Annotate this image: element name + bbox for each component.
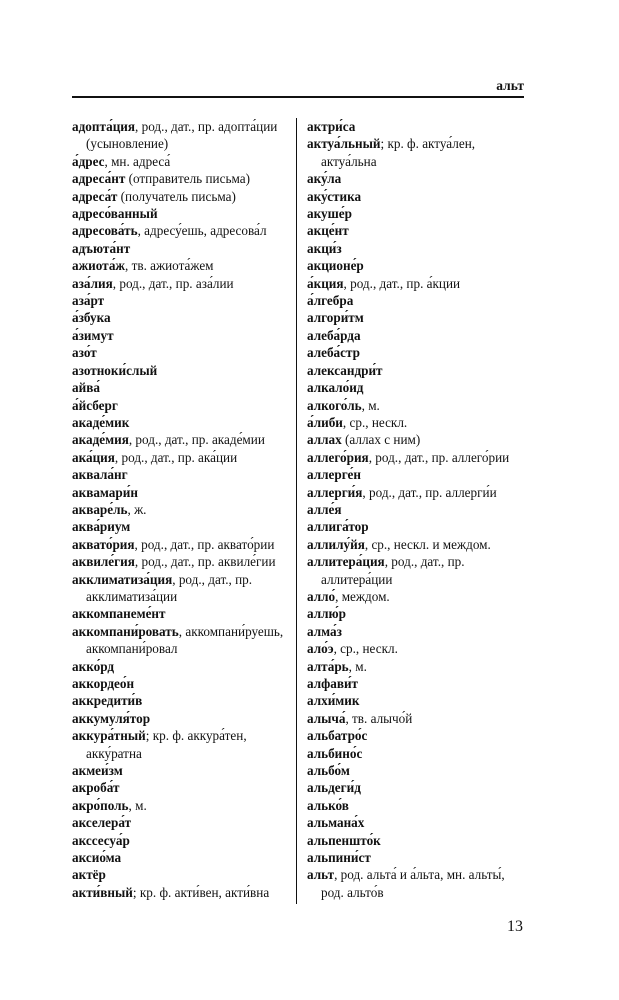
- dictionary-entry: [307, 327, 529, 344]
- dictionary-entry: [307, 170, 529, 187]
- entry-headword: аллерги́я: [307, 484, 363, 500]
- dictionary-entry: [307, 501, 529, 518]
- entry-headword: алло́: [307, 588, 336, 604]
- dictionary-entry: [72, 710, 294, 727]
- dictionary-entry: [72, 762, 294, 779]
- entry-headword: а́йсберг: [72, 397, 118, 413]
- entry-grammar: , междом.: [335, 588, 390, 604]
- dictionary-entry: [72, 292, 294, 309]
- dictionary-entry: [307, 309, 529, 326]
- dictionary-entry: [72, 205, 294, 222]
- entry-headword: альбо́м: [307, 763, 350, 779]
- entry-headword: альбино́с: [307, 745, 363, 761]
- entry-grammar: , род. альта́ и а́льта, мн. альты́, род. альто́в: [321, 867, 505, 900]
- entry-headword: акци́з: [307, 240, 342, 256]
- entry-headword: альт: [307, 867, 335, 883]
- entry-headword: акти́вный: [72, 884, 133, 900]
- entry-headword: адреса́нт: [72, 171, 126, 187]
- dictionary-entry: [307, 866, 529, 901]
- entry-headword: альмана́х: [307, 815, 365, 831]
- dictionary-entry: [72, 397, 294, 414]
- entry-grammar: , ср., нескл.: [342, 414, 408, 430]
- entry-grammar: , м.: [361, 397, 380, 413]
- dictionary-entry: [72, 849, 294, 866]
- dictionary-entry: [72, 553, 294, 570]
- dictionary-entry: [72, 240, 294, 257]
- dictionary-entry: [72, 675, 294, 692]
- column-divider: [296, 118, 297, 904]
- dictionary-entry: [72, 275, 294, 292]
- entry-headword: акмеи́зм: [72, 763, 123, 779]
- dictionary-entry: [72, 536, 294, 553]
- entry-headword: адъюта́нт: [72, 240, 131, 256]
- entry-headword: ало́э: [307, 641, 334, 657]
- dictionary-entry: [307, 797, 529, 814]
- entry-headword: аллерге́н: [307, 467, 361, 483]
- entry-headword: аккура́тный: [72, 728, 146, 744]
- entry-grammar: , род., дат., пр. аллего́рии: [368, 449, 510, 465]
- left-column: [72, 118, 294, 901]
- dictionary-entry: [72, 832, 294, 849]
- dictionary-entry: [307, 449, 529, 466]
- entry-grammar: (отправитель письма): [125, 171, 250, 187]
- entry-grammar: , м.: [348, 658, 367, 674]
- entry-headword: алеба́стр: [307, 345, 360, 361]
- dictionary-entry: [307, 275, 529, 292]
- dictionary-entry: [307, 745, 529, 762]
- entry-grammar: , род., дат., пр. акклиматиза́ции: [86, 571, 253, 604]
- entry-headword: алле́я: [307, 501, 342, 517]
- entry-headword: акссесуа́р: [72, 832, 130, 848]
- dictionary-entry: [72, 884, 294, 901]
- entry-headword: аквала́нг: [72, 467, 128, 483]
- dictionary-entry: [72, 362, 294, 379]
- entry-headword: адопта́ция: [72, 119, 136, 134]
- entry-headword: акваре́ль: [72, 501, 128, 517]
- entry-headword: адреса́т: [72, 188, 118, 204]
- entry-grammar: , род., дат., пр. акаде́мии: [128, 432, 265, 448]
- entry-headword: акселера́т: [72, 815, 132, 831]
- dictionary-entry: [307, 710, 529, 727]
- entry-headword: алкого́ль: [307, 397, 362, 413]
- dictionary-entry: [72, 309, 294, 326]
- dictionary-entry: [72, 484, 294, 501]
- dictionary-entry: [307, 536, 529, 553]
- dictionary-entry: [72, 501, 294, 518]
- entry-grammar: , аккомпани́руешь, аккомпани́ровал: [86, 623, 284, 657]
- entry-grammar: , род., дат., пр. адопта́ции (усыновление): [86, 119, 278, 152]
- entry-headword: ажиота́ж: [72, 258, 125, 274]
- dictionary-entry: [72, 658, 294, 675]
- dictionary-entry: [307, 762, 529, 779]
- dictionary-entry: [307, 640, 529, 657]
- entry-grammar: ; кр. ф. акти́вен, акти́вна: [132, 884, 270, 900]
- dictionary-entry: [72, 692, 294, 709]
- header-rule: [72, 96, 524, 98]
- dictionary-entry: [307, 605, 529, 622]
- entry-headword: актуа́льный: [307, 136, 381, 152]
- entry-grammar: , род., дат., пр. аквиле́гии: [134, 554, 276, 570]
- entry-grammar: , адресу́ешь, адресова́л: [137, 223, 267, 239]
- entry-headword: акклиматиза́ция: [72, 571, 173, 587]
- entry-headword: аллего́рия: [307, 449, 369, 465]
- dictionary-entry: [307, 832, 529, 849]
- entry-grammar: , род., дат., пр. а́кции: [343, 275, 461, 291]
- entry-grammar: (получатель письма): [117, 188, 236, 204]
- entry-headword: акуше́р: [307, 206, 352, 222]
- dictionary-entry: [307, 727, 529, 744]
- entry-headword: акце́нт: [307, 223, 349, 239]
- dictionary-entry: [307, 553, 529, 588]
- entry-headword: ака́ция: [72, 449, 115, 465]
- dictionary-entry: [307, 431, 529, 448]
- entry-grammar: ; кр. ф. актуа́лен, актуа́льна: [321, 136, 476, 169]
- page-number: 13: [507, 918, 523, 935]
- dictionary-entry: [307, 135, 529, 170]
- entry-headword: алько́в: [307, 797, 349, 813]
- entry-grammar: , род., дат., пр. аллитера́ции: [321, 554, 465, 587]
- entry-headword: актри́са: [307, 119, 356, 134]
- dictionary-entry: [72, 431, 294, 448]
- dictionary-entry: [72, 571, 294, 606]
- entry-headword: аза́лия: [72, 275, 113, 291]
- dictionary-entry: [307, 257, 529, 274]
- entry-headword: айва́: [72, 380, 100, 396]
- entry-grammar: , род., дат., пр. аллерги́и: [362, 484, 497, 500]
- dictionary-entry: [72, 727, 294, 762]
- dictionary-entry: [307, 518, 529, 535]
- dictionary-entry: [72, 327, 294, 344]
- entry-headword: аллига́тор: [307, 519, 369, 535]
- dictionary-entry: [307, 397, 529, 414]
- entry-headword: аза́рт: [72, 293, 105, 309]
- entry-headword: алта́рь: [307, 658, 349, 674]
- dictionary-entry: [307, 222, 529, 239]
- entry-headword: аккумуля́тор: [72, 710, 151, 726]
- dictionary-entry: [307, 588, 529, 605]
- entry-headword: алкало́ид: [307, 380, 364, 396]
- dictionary-entry: [72, 344, 294, 361]
- entry-headword: азо́т: [72, 345, 97, 361]
- entry-headword: аквиле́гия: [72, 554, 135, 570]
- entry-headword: аксио́ма: [72, 850, 122, 866]
- dictionary-entry: [72, 257, 294, 274]
- entry-headword: акаде́мик: [72, 414, 130, 430]
- entry-headword: аку́стика: [307, 188, 362, 204]
- entry-headword: акко́рд: [72, 658, 115, 674]
- dictionary-entry: [72, 605, 294, 622]
- entry-grammar: , ср., нескл. и междом.: [364, 536, 491, 552]
- entry-headword: аква́риум: [72, 519, 131, 535]
- dictionary-entry: [72, 153, 294, 170]
- entry-headword: аквато́рия: [72, 536, 135, 552]
- entry-headword: а́лгебра: [307, 293, 354, 309]
- entry-headword: адресо́ванный: [72, 206, 158, 222]
- entry-grammar: , тв. алычо́й: [345, 710, 413, 726]
- dictionary-entry: [72, 797, 294, 814]
- entry-grammar: , тв. ажиота́жем: [124, 258, 214, 274]
- entry-headword: аккомпанеме́нт: [72, 606, 166, 622]
- dictionary-entry: [307, 849, 529, 866]
- entry-headword: аккредити́в: [72, 693, 143, 709]
- dictionary-entry: [307, 344, 529, 361]
- dictionary-entry: [72, 222, 294, 239]
- dictionary-entry: [307, 658, 529, 675]
- dictionary-entry: [307, 379, 529, 396]
- entry-headword: алыча́: [307, 710, 346, 726]
- entry-headword: акро́поль: [72, 797, 129, 813]
- entry-headword: аллитера́ция: [307, 554, 385, 570]
- dictionary-entry: [307, 814, 529, 831]
- entry-headword: аллилу́йя: [307, 536, 365, 552]
- dictionary-entry: [307, 205, 529, 222]
- dictionary-entry: [307, 623, 529, 640]
- dictionary-entry: [72, 449, 294, 466]
- entry-headword: аллю́р: [307, 606, 346, 622]
- dictionary-entry: [72, 814, 294, 831]
- entry-headword: а́дрес: [72, 153, 105, 169]
- entry-headword: аккомпани́ровать: [72, 623, 179, 639]
- entry-headword: альбатро́с: [307, 728, 368, 744]
- dictionary-entry: [307, 292, 529, 309]
- entry-grammar: ; кр. ф. аккура́тен, акку́ратна: [86, 728, 247, 761]
- entry-headword: алфави́т: [307, 676, 359, 691]
- entry-headword: альдеги́д: [307, 780, 361, 796]
- entry-headword: а́зимут: [72, 327, 114, 343]
- entry-grammar: , м.: [128, 797, 147, 813]
- dictionary-entry: [72, 379, 294, 396]
- dictionary-entry: [72, 866, 294, 883]
- entry-grammar: (аллах с ним): [341, 432, 421, 448]
- dictionary-entry: [307, 118, 529, 135]
- entry-headword: аквамари́н: [72, 484, 138, 500]
- entry-grammar: , род., дат., пр. аза́лии: [112, 275, 234, 291]
- dictionary-entry: [72, 623, 294, 658]
- entry-headword: альпини́ст: [307, 850, 371, 866]
- entry-headword: азотноки́слый: [72, 362, 158, 378]
- entry-headword: аллах: [307, 432, 342, 448]
- right-column: [307, 118, 529, 901]
- entry-headword: а́збука: [72, 310, 111, 326]
- entry-headword: аккордео́н: [72, 676, 135, 691]
- entry-headword: алгори́тм: [307, 310, 364, 326]
- running-head-word: альт: [496, 78, 524, 93]
- dictionary-entry: [307, 675, 529, 692]
- entry-headword: аку́ла: [307, 171, 342, 187]
- dictionary-entry: [307, 188, 529, 205]
- dictionary-entry: [307, 414, 529, 431]
- dictionary-entry: [72, 414, 294, 431]
- entry-grammar: , ж.: [127, 501, 147, 517]
- entry-headword: а́либи: [307, 414, 343, 430]
- entry-grammar: , ср., нескл.: [333, 641, 398, 657]
- dictionary-entry: [72, 170, 294, 187]
- dictionary-entry: [72, 466, 294, 483]
- entry-headword: алма́з: [307, 623, 342, 639]
- entry-headword: акроба́т: [72, 780, 120, 796]
- entry-headword: альпеншто́к: [307, 832, 381, 848]
- entry-headword: алеба́рда: [307, 327, 361, 343]
- dictionary-entry: [307, 692, 529, 709]
- entry-headword: акаде́мия: [72, 432, 129, 448]
- entry-grammar: , мн. адреса́: [104, 153, 171, 169]
- dictionary-entry: [307, 466, 529, 483]
- dictionary-entry: [72, 518, 294, 535]
- dictionary-entry: [307, 779, 529, 796]
- entry-headword: александри́т: [307, 362, 383, 378]
- dictionary-entry: [307, 484, 529, 501]
- entry-grammar: , род., дат., пр. аквато́рии: [134, 536, 275, 552]
- dictionary-entry: [72, 779, 294, 796]
- entry-headword: алхи́мик: [307, 693, 360, 709]
- entry-headword: актёр: [72, 867, 106, 883]
- dictionary-entry: [72, 188, 294, 205]
- entry-headword: а́кция: [307, 275, 344, 291]
- dictionary-entry: [307, 240, 529, 257]
- entry-headword: акционе́р: [307, 258, 364, 274]
- entry-grammar: , род., дат., пр. ака́ции: [114, 449, 238, 465]
- dictionary-entry: [72, 118, 294, 153]
- dictionary-entry: [307, 362, 529, 379]
- entry-headword: адресова́ть: [72, 223, 138, 239]
